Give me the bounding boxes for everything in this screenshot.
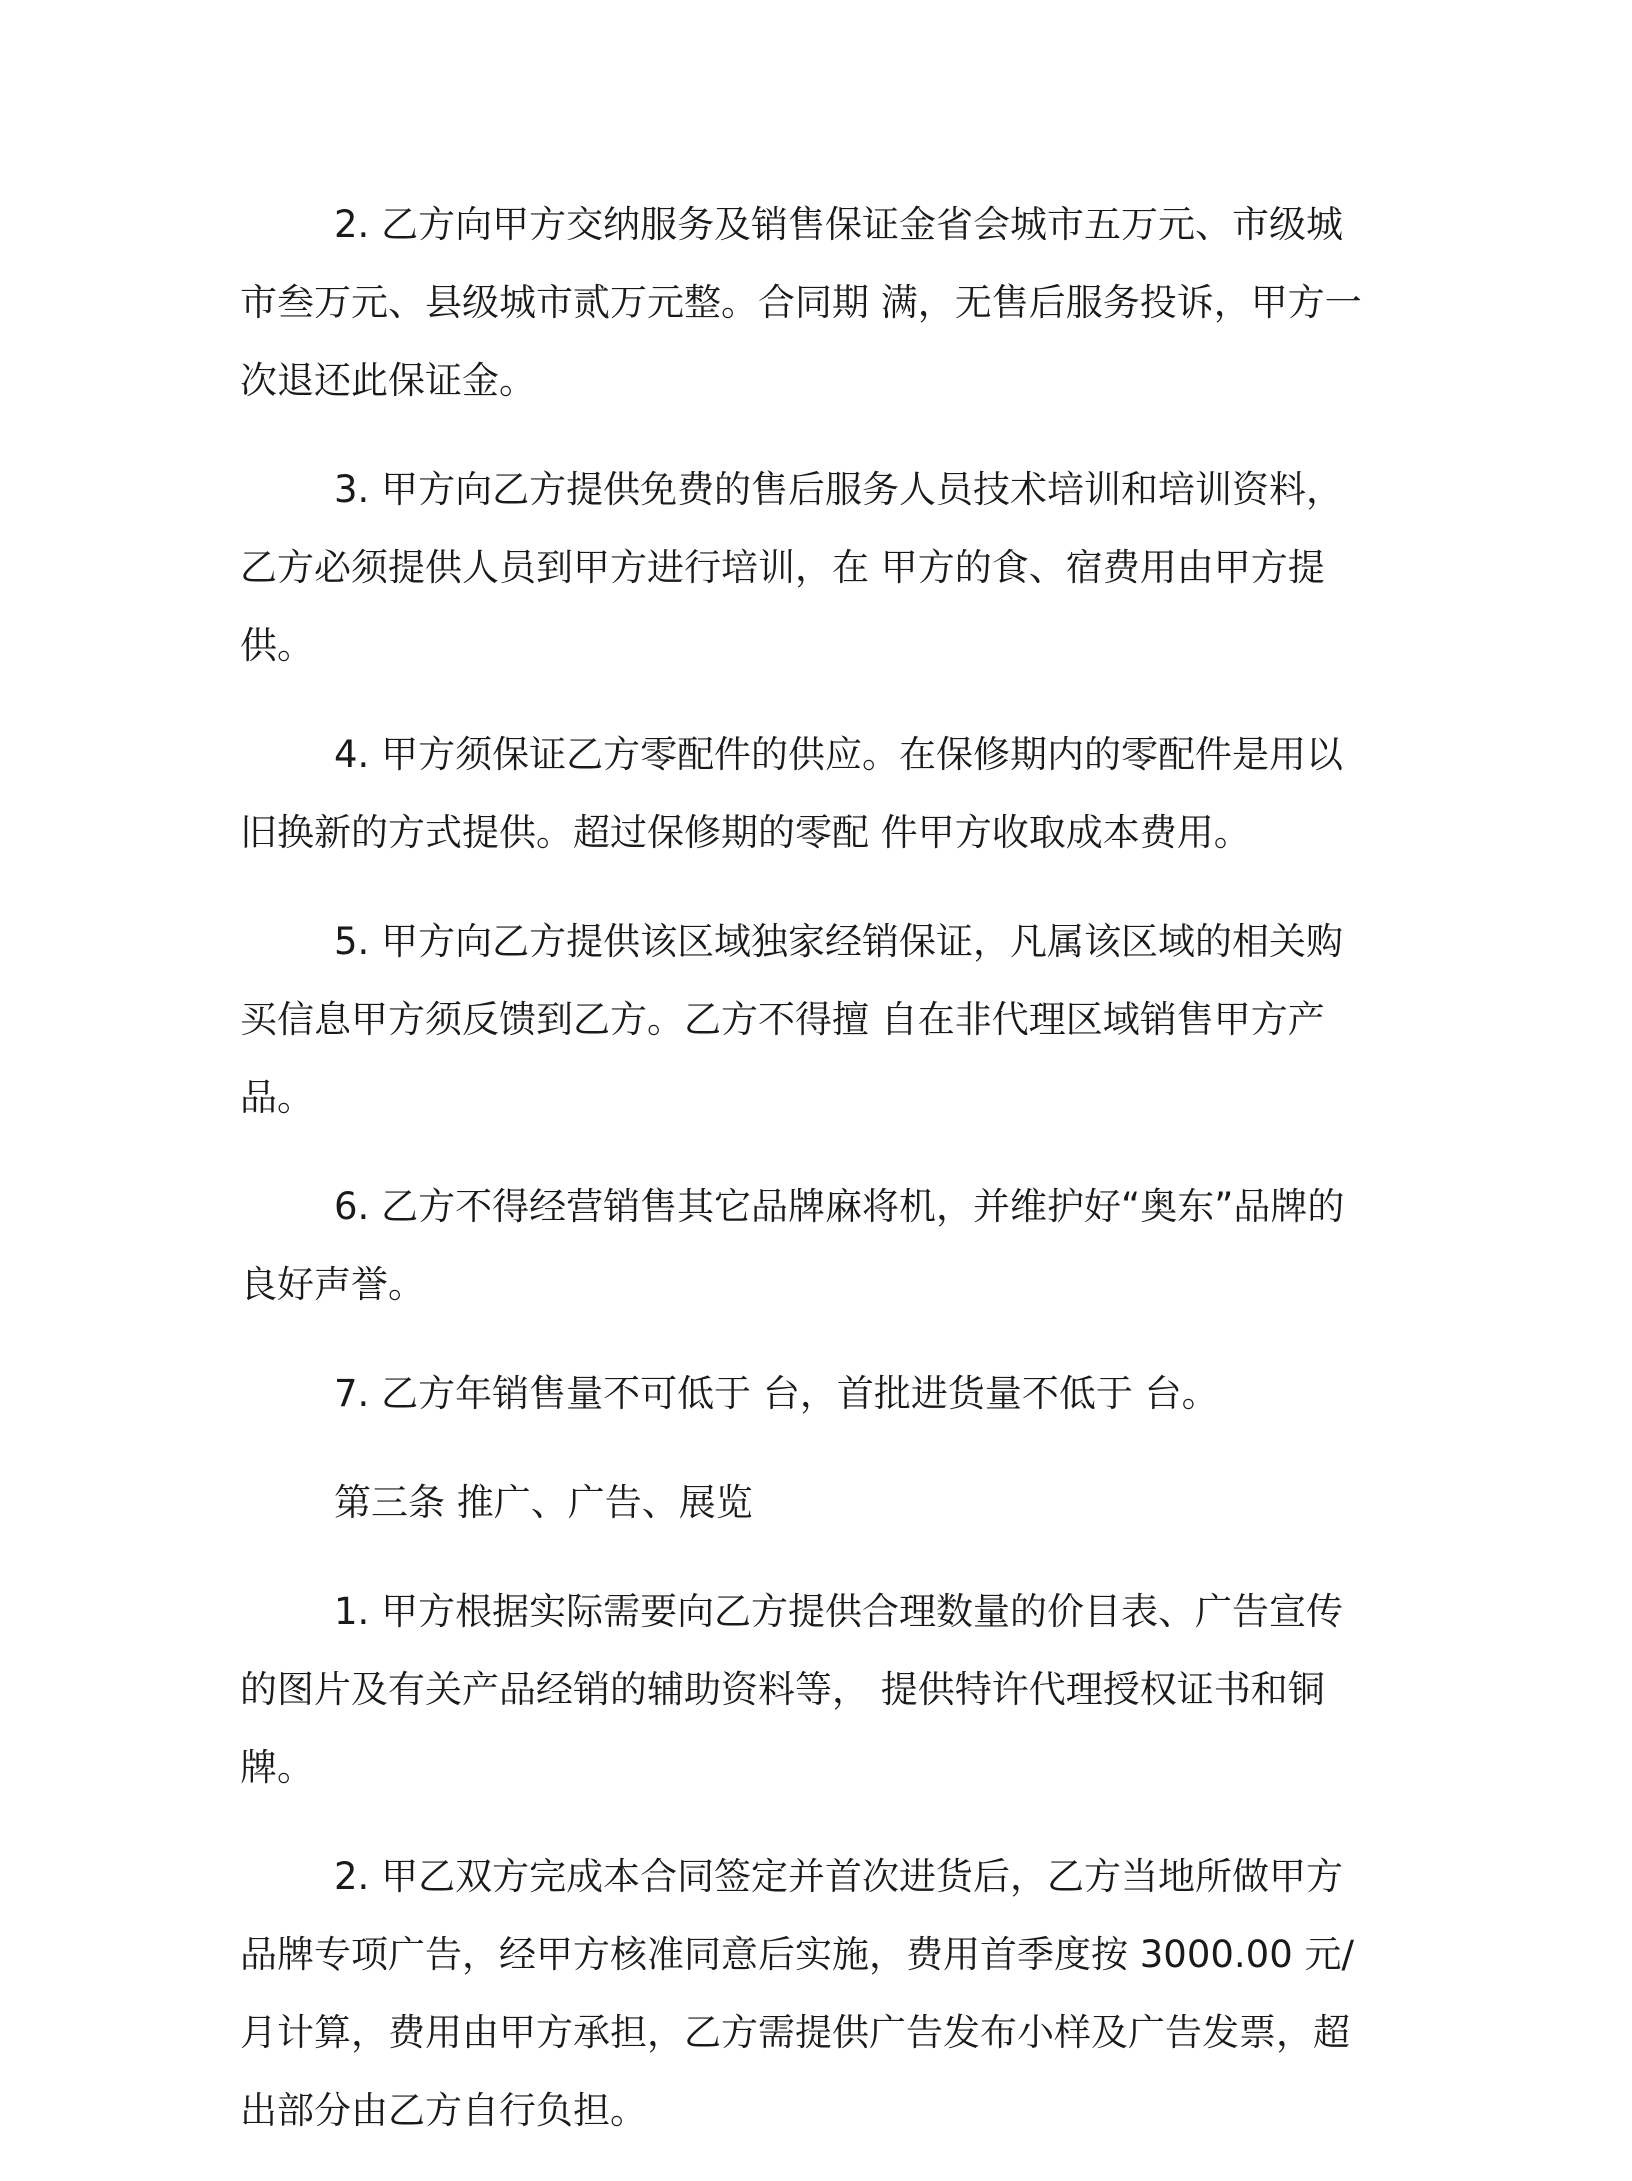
document-body — [240, 186, 1380, 2181]
paragraph-exclusive-distribution: 5. 甲方向乙方提供该区域独家经销保证，凡属该区域的相关购买信息甲方须反馈到乙方。乙方不得擅 自在非代理区域销售甲方产品。 — [240, 920, 1344, 1119]
paragraph-spare-parts: 4. 甲方须保证乙方零配件的供应。在保修期内的零配件是用以旧换新的方式提供。超过保修期的零配 件甲方收取成本费用。 — [240, 733, 1344, 854]
paragraph-deposit: 2. 乙方向甲方交纳服务及销售保证金省会城市五万元、市级城市叁万元、县级城市贰万元整。合同期 满，无售后服务投诉，甲方一次退还此保证金。 — [240, 203, 1362, 402]
paragraph-promotional-materials: 1. 甲方根据实际需要向乙方提供合理数量的价目表、广告宣传的图片及有关产品经销的辅助资料等， 提供特许代理授权证书和铜牌。 — [240, 1590, 1344, 1789]
paragraph-advertising-costs: 2. 甲乙双方完成本合同签定并首次进货后，乙方当地所做甲方品牌专项广告，经甲方核准同意后实施，费用首季度按 3000.00 元/月计算，费用由甲方承担，乙方需提供广告发布小样及广告发票，超出部分由乙方自行负担。 — [240, 1855, 1354, 2132]
paragraph-sales-volume: 7. 乙方年销售量不可低于 台，首批进货量不低于 台。 — [334, 1372, 1219, 1415]
paragraph-training: 3. 甲方向乙方提供免费的售后服务人员技术培训和培训资料，乙方必须提供人员到甲方进行培训，在 甲方的食、宿费用由甲方提供。 — [240, 468, 1344, 667]
section-heading: 第三条 推广、广告、展览 — [334, 1481, 753, 1524]
paragraph-brand-protection: 6. 乙方不得经营销售其它品牌麻将机，并维护好“奥东”品牌的良好声誉。 — [240, 1185, 1345, 1306]
